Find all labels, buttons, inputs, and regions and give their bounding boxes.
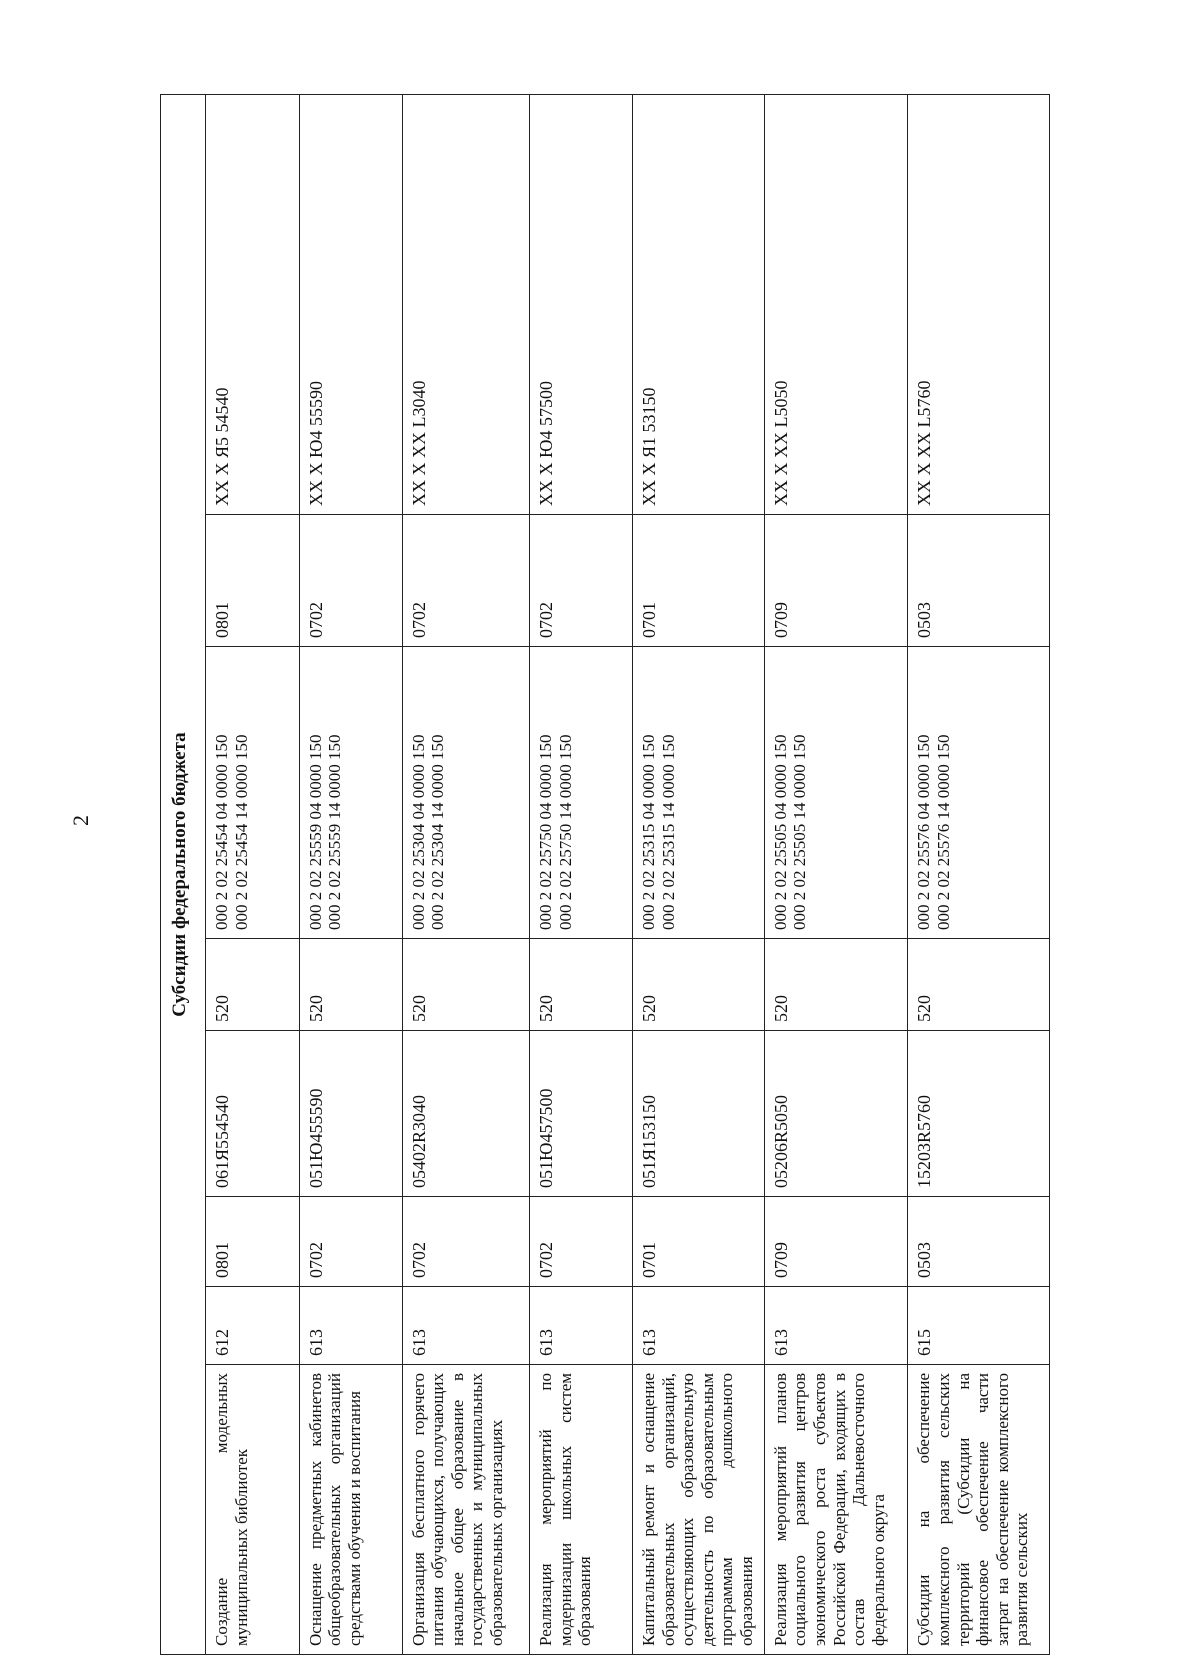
target-code-cell: XX X Ю4 57500 — [530, 95, 633, 515]
subsidies-table — [160, 94, 1050, 1655]
section-code-cell: 0702 — [299, 515, 402, 647]
row-name-cell: Субсидии на обеспечение комплексного развития сельских территорий (Субсидии на финансовое обеспечение части затрат на обеспечение комплексного развития сельских — [908, 1365, 1050, 1655]
kvr-income-cell: 520 — [908, 939, 1050, 1031]
csr-cell: 05402R3040 — [402, 1031, 529, 1197]
kvr-cell: 613 — [633, 1287, 765, 1365]
table-row — [764, 95, 908, 1655]
row-name-cell: Создание модельных муниципальных библиотек — [206, 1365, 299, 1655]
section-code-cell: 0503 — [908, 515, 1050, 647]
kvr-cell: 613 — [299, 1287, 402, 1365]
kvr-income-cell: 520 — [206, 939, 299, 1031]
income-code-cell: 000 2 02 25315 04 0000 150 000 2 02 25315 14 0000 150 — [633, 647, 765, 939]
section-header-row — [161, 95, 206, 1655]
kvr-cell: 613 — [402, 1287, 529, 1365]
target-code-cell: XX X Я5 54540 — [206, 95, 299, 515]
rzpr-cell: 0701 — [633, 1197, 765, 1287]
income-code-cell: 000 2 02 25576 04 0000 150 000 2 02 25576 14 0000 150 — [908, 647, 1050, 939]
section-code-cell: 0709 — [764, 515, 908, 647]
section-title: Субсидии федерального бюджета — [161, 95, 206, 1655]
table-row — [633, 95, 765, 1655]
kvr-income-cell: 520 — [299, 939, 402, 1031]
csr-cell: 061Я554540 — [206, 1031, 299, 1197]
target-code-cell: XX X Я1 53150 — [633, 95, 765, 515]
kvr-cell: 613 — [764, 1287, 908, 1365]
csr-cell: 051Ю455590 — [299, 1031, 402, 1197]
rzpr-cell: 0801 — [206, 1197, 299, 1287]
csr-cell: 15203R5760 — [908, 1031, 1050, 1197]
kvr-income-cell: 520 — [402, 939, 529, 1031]
table-row — [299, 95, 402, 1655]
income-code-cell: 000 2 02 25750 04 0000 150 000 2 02 25750 14 0000 150 — [530, 647, 633, 939]
kvr-income-cell: 520 — [633, 939, 765, 1031]
rzpr-cell: 0702 — [402, 1197, 529, 1287]
csr-cell: 05206R5050 — [764, 1031, 908, 1197]
rzpr-cell: 0702 — [299, 1197, 402, 1287]
row-name-cell: Реализация мероприятий по модернизации школьных систем образования — [530, 1365, 633, 1655]
row-name-cell: Оснащение предметных кабинетов общеобразовательных организаций средствами обучения и воспитания — [299, 1365, 402, 1655]
rzpr-cell: 0702 — [530, 1197, 633, 1287]
kvr-cell: 612 — [206, 1287, 299, 1365]
income-code-cell: 000 2 02 25454 04 0000 150 000 2 02 25454 14 0000 150 — [206, 647, 299, 939]
target-code-cell: XX X XX L5050 — [764, 95, 908, 515]
row-name-cell: Капитальный ремонт и оснащение образовательных организаций, осуществляющих образовательную деятельность по образовательным программам дошкольного образования — [633, 1365, 765, 1655]
target-code-cell: XX X XX L3040 — [402, 95, 529, 515]
section-code-cell: 0701 — [633, 515, 765, 647]
kvr-income-cell: 520 — [530, 939, 633, 1031]
table-row — [530, 95, 633, 1655]
table-row — [402, 95, 529, 1655]
kvr-income-cell: 520 — [764, 939, 908, 1031]
subsidies-table-container — [160, 95, 1050, 1655]
income-code-cell: 000 2 02 25559 04 0000 150 000 2 02 25559 14 0000 150 — [299, 647, 402, 939]
kvr-cell: 615 — [908, 1287, 1050, 1365]
kvr-cell: 613 — [530, 1287, 633, 1365]
csr-cell: 051Я153150 — [633, 1031, 765, 1197]
rzpr-cell: 0709 — [764, 1197, 908, 1287]
rzpr-cell: 0503 — [908, 1197, 1050, 1287]
target-code-cell: XX X XX L5760 — [908, 95, 1050, 515]
section-code-cell: 0702 — [402, 515, 529, 647]
table-row — [206, 95, 299, 1655]
section-code-cell: 0702 — [530, 515, 633, 647]
income-code-cell: 000 2 02 25304 04 0000 150 000 2 02 25304 14 0000 150 — [402, 647, 529, 939]
csr-cell: 051Ю457500 — [530, 1031, 633, 1197]
section-code-cell: 0801 — [206, 515, 299, 647]
table-row — [908, 95, 1050, 1655]
row-name-cell: Реализация мероприятий планов социального развития центров экономического роста субъектов Российской Федерации, входящих в состав Дальневосточного федерального округа — [764, 1365, 908, 1655]
page-number: 2 — [68, 815, 93, 826]
target-code-cell: XX X Ю4 55590 — [299, 95, 402, 515]
row-name-cell: Организация бесплатного горячего питания обучающихся, получающих начальное общее образование в государственных и муниципальных образовательных организациях — [402, 1365, 529, 1655]
income-code-cell: 000 2 02 25505 04 0000 150 000 2 02 25505 14 0000 150 — [764, 647, 908, 939]
